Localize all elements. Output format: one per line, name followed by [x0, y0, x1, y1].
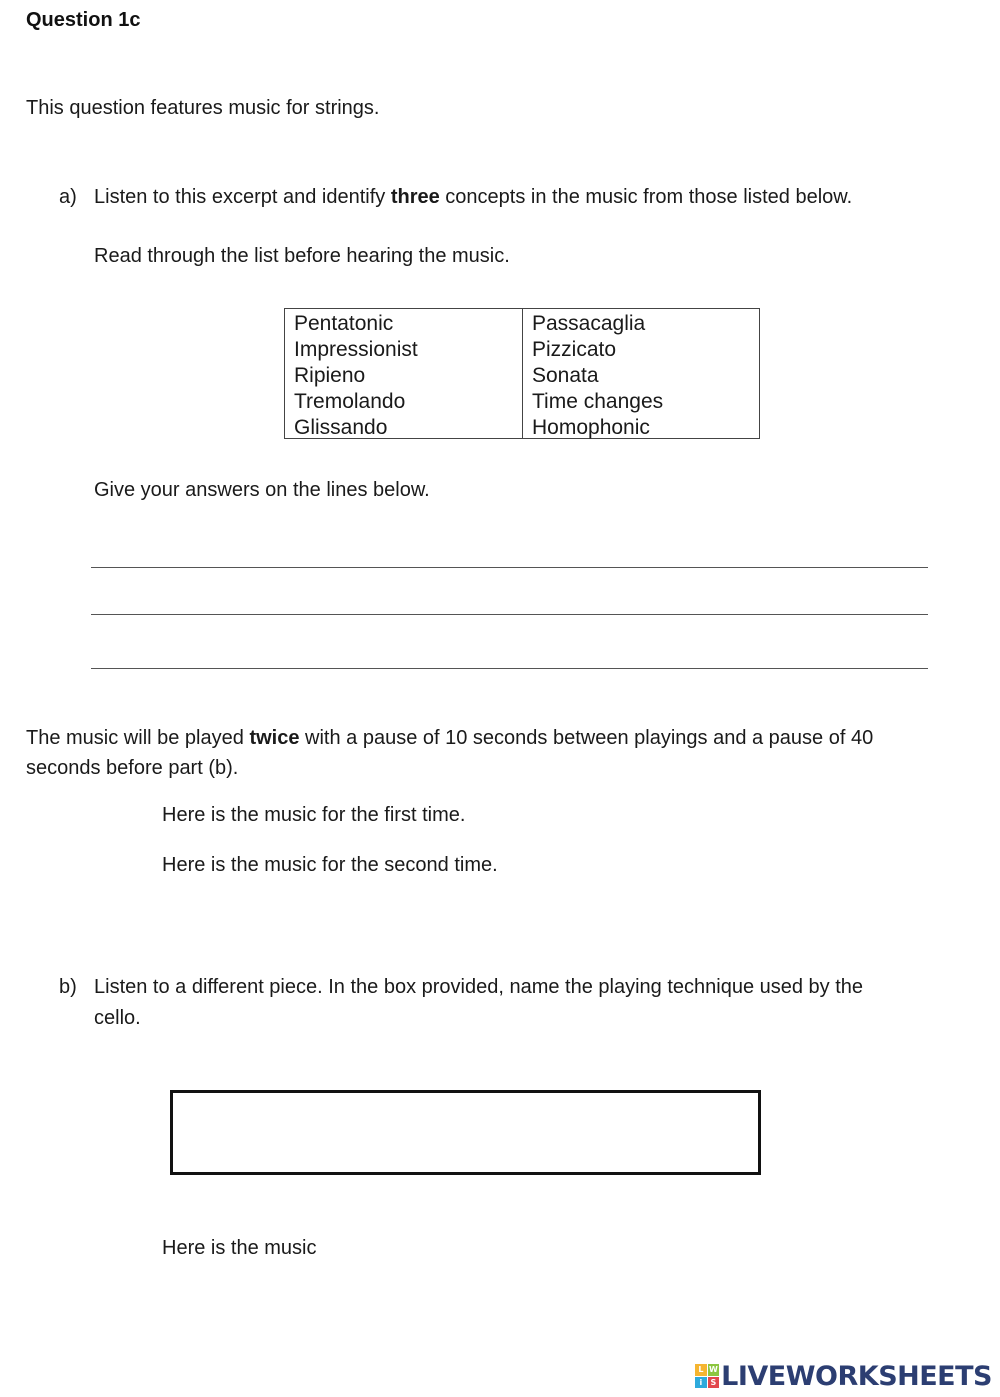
- question-title: Question 1c: [26, 9, 141, 31]
- concept-cell: Sonata: [532, 364, 599, 387]
- first-time-text: Here is the music for the first time.: [162, 804, 466, 826]
- answer-line-3[interactable]: [91, 668, 928, 669]
- played-text-after: with a pause of 10 seconds between playings and a pause of 40: [299, 727, 874, 749]
- concept-cell: Glissando: [294, 416, 388, 439]
- part-b-instruction: Listen to a different piece. In the box provided, name the playing technique used by the: [94, 976, 864, 998]
- logo-square: W: [708, 1365, 718, 1374]
- answer-line-2[interactable]: [91, 614, 928, 615]
- answer-line-1[interactable]: [91, 567, 928, 568]
- liveworksheets-logo-icon: [695, 1364, 719, 1388]
- intro-text: This question features music for strings.: [26, 97, 380, 119]
- played-twice-text: [26, 726, 873, 750]
- concepts-column-left: [285, 309, 522, 438]
- logo-square: i: [695, 1377, 707, 1389]
- liveworksheets-logo: [695, 1359, 992, 1393]
- part-a-instruction: [94, 185, 852, 209]
- liveworksheets-logo-text: LIVEWORKSHEETS: [721, 1360, 992, 1392]
- second-time-text: Here is the music for the second time.: [162, 854, 498, 876]
- played-twice-text-cont: seconds before part (b).: [26, 757, 239, 779]
- here-is-music-text: Here is the music: [162, 1237, 317, 1259]
- concept-cell: Time changes: [532, 390, 664, 413]
- played-text-before: The music will be played: [26, 727, 250, 749]
- answer-instruction: Give your answers on the lines below.: [94, 479, 430, 501]
- logo-square: L: [695, 1364, 707, 1376]
- concepts-table: [284, 308, 760, 439]
- part-a-text-after: concepts in the music from those listed below.: [439, 186, 853, 208]
- part-b-instruction-cont: cello.: [94, 1007, 141, 1029]
- played-text-bold: twice: [249, 727, 300, 749]
- part-a-text-bold: three: [390, 186, 440, 208]
- technique-answer-box[interactable]: [170, 1090, 761, 1175]
- concept-cell: Ripieno: [294, 364, 366, 387]
- part-b-label: b): [59, 976, 77, 998]
- read-instruction: Read through the list before hearing the music.: [94, 245, 510, 267]
- part-a-label: a): [59, 186, 77, 208]
- concept-cell: Passacaglia: [532, 312, 646, 335]
- concept-cell: Homophonic: [532, 416, 650, 439]
- concept-cell: Pizzicato: [532, 338, 617, 361]
- part-a-text-before: Listen to this excerpt and identify: [94, 186, 391, 208]
- concept-cell: Pentatonic: [294, 312, 394, 335]
- concepts-column-right: [522, 309, 759, 438]
- concept-cell: Impressionist: [294, 338, 418, 361]
- concept-cell: Tremolando: [294, 390, 406, 413]
- logo-square: S: [708, 1377, 720, 1389]
